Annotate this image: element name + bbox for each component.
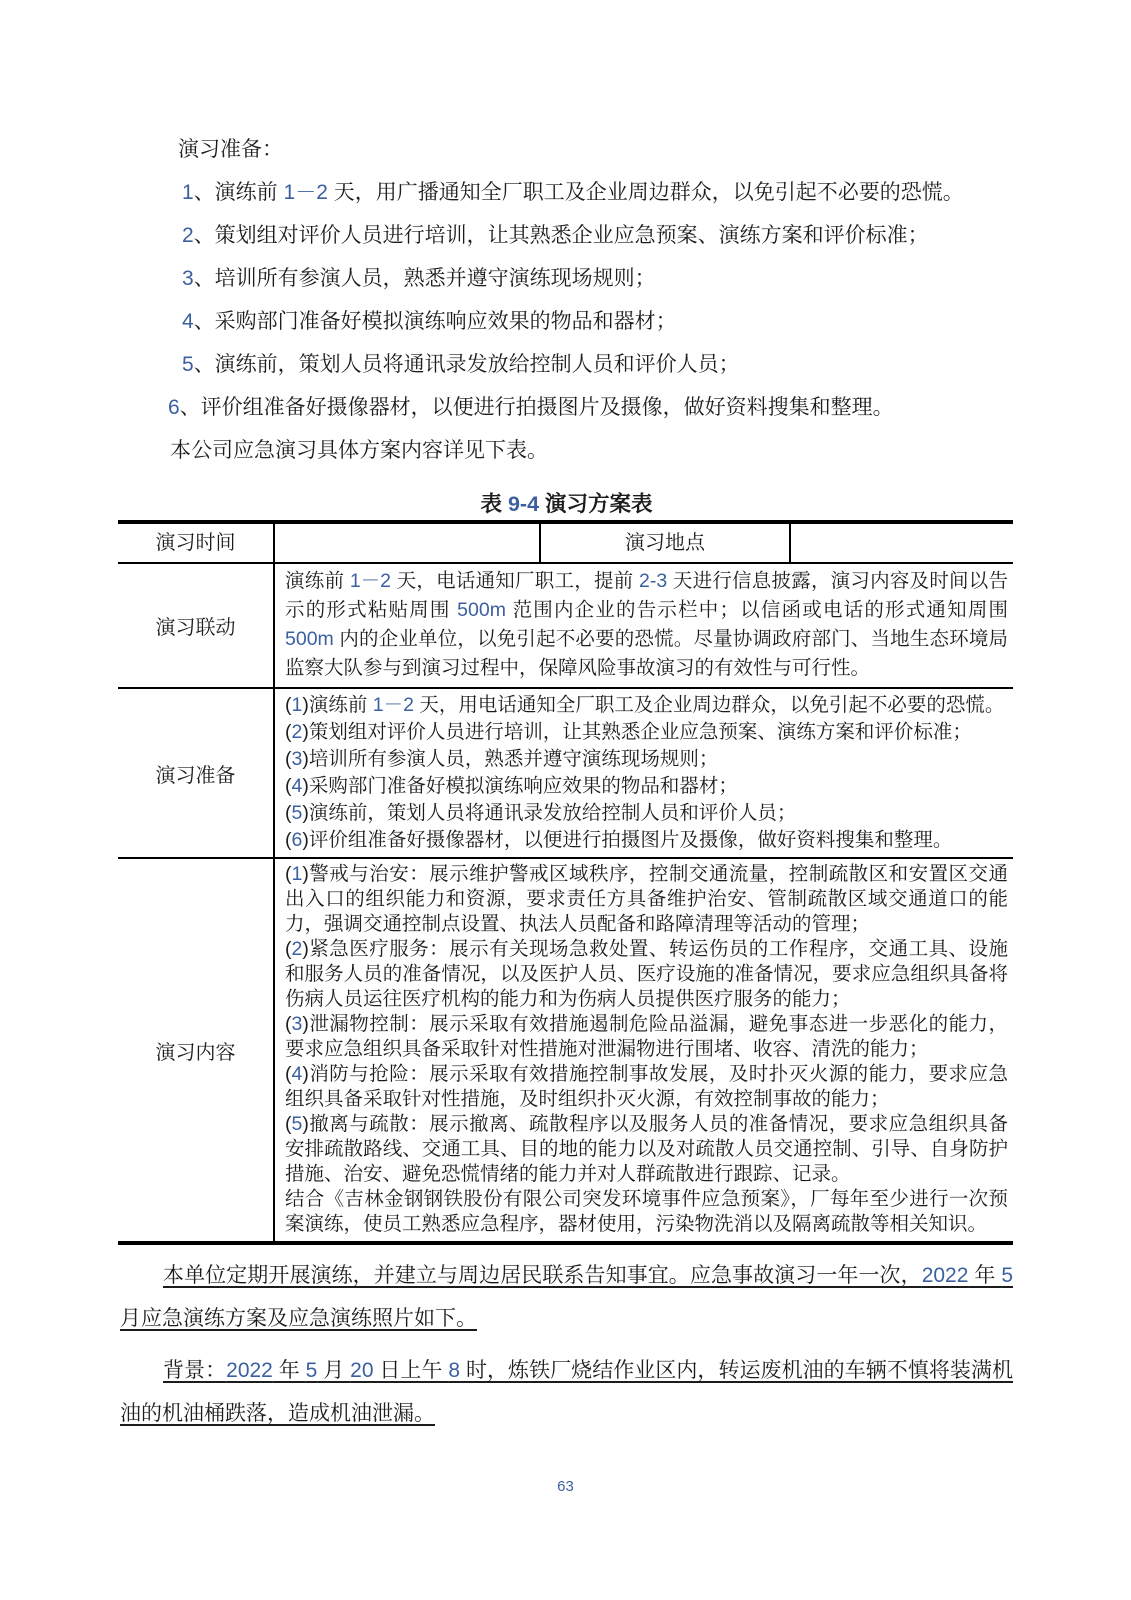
linkage-paragraph: 演练前 1－2 天，电话通知厂职工，提前 2-3 天进行信息披露，演习内容及时间以告示的形式粘贴周围 500m 范围内企业的告示栏中；以信函或电话的形式通知周围 500m 内的企业单位，以免引起不必要的恐慌。尽量协调政府部门、当地生态环境局监察大队参与到演习过程中，保障风险事故演习的有效性与可行性。 bbox=[285, 570, 1009, 679]
table-header-row bbox=[118, 524, 1013, 564]
drill-plan-table bbox=[118, 520, 1013, 1245]
row-label-content: 演习内容 bbox=[118, 859, 275, 1241]
table-row-content bbox=[118, 859, 1013, 1241]
header-cell-drill-place: 演习地点 bbox=[541, 524, 791, 562]
footer-paragraph-1: 本单位定期开展演练，并建立与周边居民联系告知事宜。应急事故演习一年一次，2022 年 5 月应急演练方案及应急演练照片如下。 bbox=[120, 1264, 1014, 1330]
page-content bbox=[120, 128, 1013, 1435]
page-number: 63 bbox=[557, 1478, 574, 1495]
list-item-2: 2、策划组对评价人员进行培训，让其熟悉企业应急预案、演练方案和评价标准； bbox=[182, 224, 929, 247]
row-content-preparation bbox=[275, 689, 1013, 857]
prep-line-5: (5)演练前，策划人员将通讯录发放给控制人员和评价人员； bbox=[285, 802, 797, 824]
list-item-5: 5、演练前，策划人员将通讯录发放给控制人员和评价人员； bbox=[182, 353, 740, 376]
intro-closing: 本公司应急演习具体方案内容详见下表。 bbox=[170, 439, 548, 462]
list-item-6: 6、评价组准备好摄像器材，以便进行拍摄图片及摄像，做好资料搜集和整理。 bbox=[168, 396, 894, 419]
header-cell-empty-2 bbox=[791, 524, 1013, 562]
list-item-3: 3、培训所有参演人员，熟悉并遵守演练现场规则； bbox=[182, 267, 656, 290]
row-label-linkage: 演习联动 bbox=[118, 564, 275, 687]
prep-line-3: (3)培训所有参演人员，熟悉并遵守演练现场规则； bbox=[285, 748, 719, 770]
content-item-6: 结合《吉林金钢钢铁股份有限公司突发环境事件应急预案》，厂每年至少进行一次预案演练，使员工熟悉应急程序，器材使用，污染物洗消以及隔离疏散等相关知识。 bbox=[285, 1188, 1008, 1235]
content-item-2: (2)紧急医疗服务：展示有关现场急救处置、转运伤员的工作程序，交通工具、设施和服务人员的准备情况，以及医护人员、医疗设施的准备情况，要求应急组织具备将伤病人员运往医疗机构的能力和为伤病人员提供医疗服务的能力； bbox=[285, 938, 1008, 1010]
prep-line-1: (1)演练前 1－2 天，用电话通知全厂职工及企业周边群众，以免引起不必要的恐慌。 bbox=[285, 694, 1005, 716]
header-cell-empty-1 bbox=[275, 524, 541, 562]
table-title: 表 9-4 演习方案表 bbox=[480, 492, 653, 516]
row-label-preparation: 演习准备 bbox=[118, 689, 275, 857]
content-item-4: (4)消防与抢险：展示采取有效措施控制事故发展，及时扑灭火源的能力，要求应急组织具备采取针对性措施，及时组织扑灭火源，有效控制事故的能力； bbox=[285, 1063, 1008, 1110]
row-content-content bbox=[275, 859, 1013, 1241]
content-item-1: (1)警戒与治安：展示维护警戒区域秩序，控制交通流量，控制疏散区和安置区交通出入口的组织能力和资源，要求责任方具备维护治安、管制疏散区域交通道口的能力，强调交通控制点设置、执法人员配备和路障清理等活动的管理； bbox=[285, 863, 1008, 935]
list-item-4: 4、采购部门准备好模拟演练响应效果的物品和器材； bbox=[182, 310, 677, 333]
content-item-5: (5)撤离与疏散：展示撤离、疏散程序以及服务人员的准备情况，要求应急组织具备安排疏散路线、交通工具、目的地的能力以及对疏散人员交通控制、引导、自身防护措施、治安、避免恐慌情绪的能力并对人群疏散进行跟踪、记录。 bbox=[285, 1113, 1008, 1185]
table-row-linkage bbox=[118, 564, 1013, 689]
table-row-preparation bbox=[118, 689, 1013, 859]
list-item-1: 1、演练前 1－2 天，用广播通知全厂职工及企业周边群众，以免引起不必要的恐慌。 bbox=[182, 181, 964, 204]
prep-line-6: (6)评价组准备好摄像器材，以便进行拍摄图片及摄像，做好资料搜集和整理。 bbox=[285, 829, 953, 851]
prep-line-2: (2)策划组对评价人员进行培训，让其熟悉企业应急预案、演练方案和评价标准； bbox=[285, 721, 972, 743]
row-content-linkage bbox=[275, 564, 1013, 687]
intro-heading: 演习准备： bbox=[178, 138, 283, 161]
header-cell-drill-time: 演习时间 bbox=[118, 524, 275, 562]
content-item-3: (3)泄漏物控制：展示采取有效措施遏制危险品溢漏，避免事态进一步恶化的能力，要求应急组织具备采取针对性措施对泄漏物进行围堵、收容、清洗的能力； bbox=[285, 1013, 1008, 1060]
footer-paragraph-2: 背景：2022 年 5 月 20 日上午 8 时，炼铁厂烧结作业区内，转运废机油的车辆不慎将装满机油的机油桶跌落，造成机油泄漏。 bbox=[120, 1359, 1014, 1425]
prep-line-4: (4)采购部门准备好模拟演练响应效果的物品和器材； bbox=[285, 775, 738, 797]
